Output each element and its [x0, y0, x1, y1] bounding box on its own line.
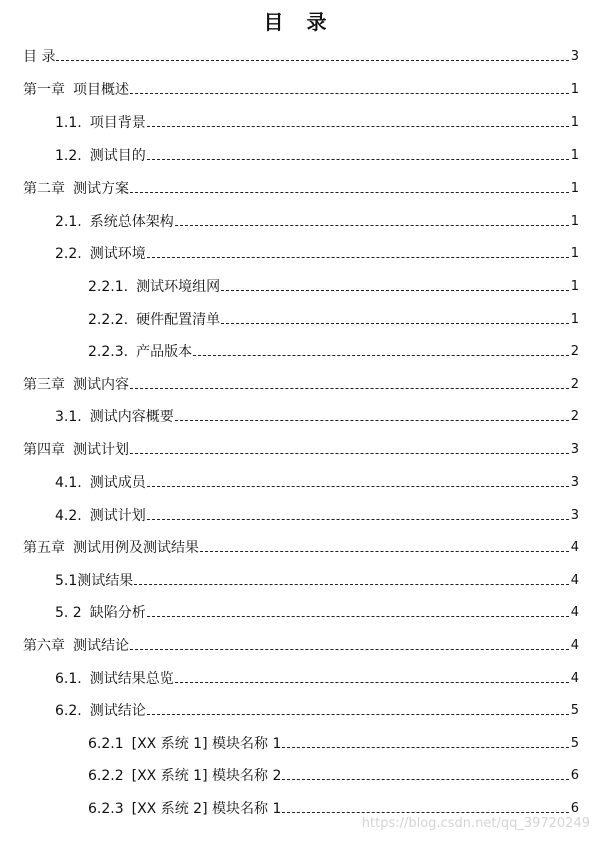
toc-entry[interactable] [88, 733, 579, 753]
toc-label: [XX 系统 2] 模块名称 1 [131, 801, 282, 817]
toc-entry[interactable] [23, 374, 579, 394]
toc-label: 测试内容 [73, 377, 129, 393]
toc-number: 第六章 [23, 638, 65, 654]
toc-number: 3.1. [55, 409, 82, 425]
toc-label: 硬件配置清单 [136, 312, 221, 328]
toc-leader-dots [147, 158, 569, 160]
toc-number: 5. 2 [55, 605, 82, 621]
toc-leader-dots [130, 191, 569, 193]
toc-entry[interactable] [88, 765, 579, 785]
toc-page-number: 4 [570, 605, 579, 620]
toc-entry[interactable] [23, 79, 579, 99]
toc-label: 测试计划 [89, 508, 146, 524]
toc-page-number: 4 [570, 671, 579, 686]
toc-page-number: 6 [570, 801, 579, 816]
toc-entry[interactable] [55, 243, 579, 263]
toc-number: 2.2.3. [88, 344, 129, 360]
toc-label: 目 录 [23, 49, 56, 65]
toc-number: 6.1. [55, 671, 82, 687]
toc-page-number: 3 [570, 442, 579, 457]
toc-leader-dots [200, 550, 569, 552]
toc-leader-dots [130, 648, 569, 650]
toc-entry[interactable] [55, 112, 579, 132]
toc-entry[interactable] [55, 668, 579, 688]
toc-entry[interactable] [55, 505, 579, 525]
toc-page-number: 6 [570, 768, 579, 783]
toc-page-number: 5 [570, 703, 579, 718]
toc-entry[interactable] [55, 145, 579, 165]
toc-leader-dots [282, 746, 568, 748]
toc-entry[interactable] [88, 276, 579, 296]
toc-leader-dots [282, 778, 568, 780]
toc-page-number: 1 [570, 181, 579, 196]
toc-number: 第二章 [23, 181, 65, 197]
toc-label: [XX 系统 1] 模块名称 1 [131, 736, 282, 752]
toc-page-number: 3 [570, 475, 579, 490]
toc-leader-dots [147, 518, 569, 520]
toc-leader-dots [147, 125, 569, 127]
toc-number: 1.2. [55, 148, 82, 164]
toc-label: 测试结果总览 [89, 671, 174, 687]
toc-label: 项目概述 [73, 82, 129, 98]
toc-number: 5.1 [55, 573, 78, 589]
toc-number: 6.2. [55, 703, 82, 719]
toc-label: 测试环境组网 [136, 279, 221, 295]
toc-page-number: 2 [570, 377, 579, 392]
toc-label: 产品版本 [136, 344, 193, 360]
toc-page-number: 3 [570, 508, 579, 523]
toc-number: 第五章 [23, 540, 65, 556]
toc-label: 测试方案 [73, 181, 129, 197]
toc-label: 测试目的 [89, 148, 146, 164]
toc-number: 6.2.2 [88, 768, 124, 784]
toc-number: 2.2. [55, 246, 82, 262]
toc-page-number: 1 [570, 148, 579, 163]
toc-leader-dots [175, 681, 569, 683]
toc-page-number: 4 [570, 638, 579, 653]
toc-leader-dots [130, 452, 569, 454]
toc-leader-dots [147, 713, 569, 715]
toc-entry[interactable] [23, 537, 579, 557]
toc-leader-dots [130, 387, 569, 389]
toc-page-number: 2 [570, 344, 579, 359]
toc-number: 4.1. [55, 475, 82, 491]
toc-label: 测试结果 [77, 573, 134, 589]
toc-leader-dots [221, 322, 569, 324]
toc-entry[interactable] [88, 309, 579, 329]
toc-label: 测试环境 [89, 246, 146, 262]
toc-label: 测试内容概要 [89, 409, 174, 425]
toc-number: 2.1. [55, 214, 82, 230]
toc-leader-dots [175, 224, 569, 226]
toc-leader-dots [134, 583, 568, 585]
toc-number: 1.1. [55, 115, 82, 131]
toc-label: 系统总体架构 [89, 214, 174, 230]
page-title: 目 录 [263, 10, 335, 34]
toc-leader-dots [221, 289, 569, 291]
toc-entry[interactable] [55, 602, 579, 622]
toc-entry[interactable] [55, 211, 579, 231]
toc-label: 项目背景 [89, 115, 146, 131]
toc-leader-dots [193, 354, 569, 356]
toc-entry[interactable] [23, 635, 579, 655]
toc-number: 6.2.3 [88, 801, 124, 817]
toc-entry[interactable] [55, 472, 579, 492]
toc-page-number: 1 [570, 115, 579, 130]
toc-page-number: 3 [570, 49, 579, 64]
toc-leader-dots [282, 811, 568, 813]
toc-page-number: 1 [570, 214, 579, 229]
toc-entry[interactable] [23, 439, 579, 459]
toc-number: 第四章 [23, 442, 65, 458]
toc-number: 6.2.1 [88, 736, 124, 752]
toc-page-number: 5 [570, 736, 579, 751]
toc-number: 2.2.2. [88, 312, 129, 328]
toc-leader-dots [175, 419, 569, 421]
toc-entry[interactable] [23, 46, 579, 66]
toc-entry[interactable] [88, 798, 579, 818]
toc-page-number: 2 [570, 409, 579, 424]
toc-leader-dots [147, 485, 569, 487]
toc-number: 4.2. [55, 508, 82, 524]
toc-leader-dots [147, 615, 569, 617]
toc-page-number: 1 [570, 246, 579, 261]
toc-entry[interactable] [55, 570, 579, 590]
toc-entry[interactable] [55, 700, 579, 720]
toc-entry[interactable] [55, 406, 579, 426]
toc-label: [XX 系统 1] 模块名称 2 [131, 768, 282, 784]
toc-leader-dots [147, 256, 569, 258]
toc-label: 测试结论 [89, 703, 146, 719]
toc-number: 第一章 [23, 82, 65, 98]
toc-number: 第三章 [23, 377, 65, 393]
watermark: https://blog.csdn.net/qq_39720249 [361, 816, 590, 831]
toc-page-number: 1 [570, 82, 579, 97]
toc-entry[interactable] [23, 178, 579, 198]
toc-label: 测试计划 [73, 442, 129, 458]
toc-leader-dots [56, 59, 568, 61]
toc-label: 测试用例及测试结果 [73, 540, 199, 556]
toc-label: 测试结论 [73, 638, 129, 654]
toc-page-number: 4 [570, 540, 579, 555]
toc-label: 测试成员 [89, 475, 146, 491]
toc-page-number: 4 [570, 573, 579, 588]
toc-label: 缺陷分析 [89, 605, 146, 621]
toc-page-number: 1 [570, 279, 579, 294]
toc-entry[interactable] [88, 341, 579, 361]
toc-leader-dots [130, 92, 569, 94]
toc-number: 2.2.1. [88, 279, 129, 295]
toc-page-number: 1 [570, 312, 579, 327]
